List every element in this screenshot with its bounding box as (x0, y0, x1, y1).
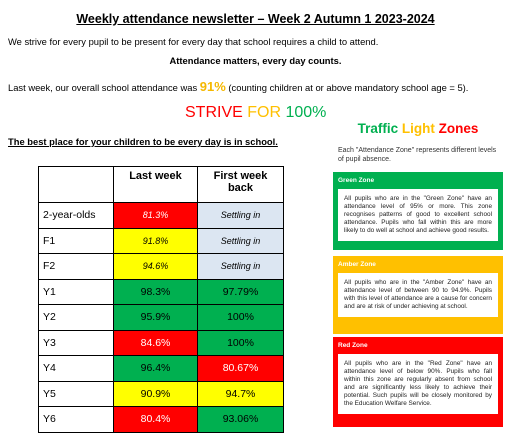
traffic-light-title (333, 121, 503, 136)
attendance-suffix: (counting children at or above mandatory school age = 5). (225, 82, 469, 93)
subheading: Attendance matters, every day counts. (169, 55, 342, 66)
first-week-cell: Settling in (198, 203, 284, 229)
light-word: Light (401, 121, 435, 136)
row-label: Y5 (39, 381, 114, 407)
row-label: F1 (39, 228, 114, 254)
row-label: Y2 (39, 305, 114, 331)
red-zone-title: Red Zone (338, 342, 368, 349)
row-label: Y1 (39, 279, 114, 305)
first-week-cell: Settling in (198, 254, 284, 280)
table-header-row (39, 167, 284, 203)
table-row (39, 407, 284, 433)
last-week-cell: 80.4% (114, 407, 198, 433)
table-header-first-week: First week back (198, 167, 284, 203)
first-week-cell: 100% (198, 330, 284, 356)
green-zone-title: Green Zone (338, 177, 375, 184)
first-week-cell: Settling in (198, 228, 284, 254)
last-week-cell: 96.4% (114, 356, 198, 382)
traffic-light-description: Each "Attendance Zone" represents different levels of pupil absence. (338, 147, 497, 163)
table-header-blank (39, 167, 114, 203)
first-week-cell: 94.7% (198, 381, 284, 407)
table-row (39, 254, 284, 280)
red-zone-body: All pupils who are in the "Red Zone" have an attendance level of below 90%. Pupils who fall within this zone are regularly absent from school and are significantly less likely to achieve their potential. Such pupils will be closely monitored by the Education Welfare Service. (338, 354, 498, 414)
first-week-cell: 93.06% (198, 407, 284, 433)
hundred-percent-word: 100% (285, 104, 327, 121)
green-zone-body: All pupils who are in the "Green Zone" have an attendance level of 95% or more. This zone recognises patterns of good to excellent school attendance. Pupils who fall within this are more likely to do well at school and achieve good results. (338, 189, 498, 241)
last-week-cell: 91.8% (114, 228, 198, 254)
row-label: F2 (39, 254, 114, 280)
table-row (39, 203, 284, 229)
table-row (39, 305, 284, 331)
amber-zone-panel (333, 256, 503, 334)
last-week-cell: 95.9% (114, 305, 198, 331)
attendance-table (38, 166, 284, 433)
red-zone-panel (333, 337, 503, 427)
row-label: Y4 (39, 356, 114, 382)
zones-word: Zones (438, 121, 479, 136)
table-header-last-week: Last week (114, 167, 198, 203)
table-row (39, 381, 284, 407)
amber-zone-body: All pupils who are in the "Amber Zone" have an attendance level of between 90 to 94.9%. Pupils with this level of attendance are a cause for concern and are at risk of under achieving at school. (338, 273, 498, 317)
first-week-cell: 80.67% (198, 356, 284, 382)
for-word: FOR (247, 104, 282, 121)
last-week-cell: 98.3% (114, 279, 198, 305)
green-zone-panel (333, 172, 503, 250)
first-week-cell: 100% (198, 305, 284, 331)
traffic-word: Traffic (357, 121, 399, 136)
attendance-prefix: Last week, our overall school attendance was (8, 82, 200, 93)
attendance-line (8, 79, 468, 94)
intro-text: We strive for every pupil to be present for every day that school requires a child to attend. (8, 36, 379, 47)
last-week-cell: 90.9% (114, 381, 198, 407)
table-row (39, 330, 284, 356)
best-place-text: The best place for your children to be every day is in school. (8, 136, 278, 147)
first-week-cell: 97.79% (198, 279, 284, 305)
table-row (39, 356, 284, 382)
newsletter-title: Weekly attendance newsletter – Week 2 Autumn 1 2023-2024 (76, 12, 435, 26)
strive-word: STRIVE (185, 104, 243, 121)
row-label: 2-year-olds (39, 203, 114, 229)
row-label: Y6 (39, 407, 114, 433)
row-label: Y3 (39, 330, 114, 356)
strive-banner (185, 104, 326, 122)
last-week-cell: 84.6% (114, 330, 198, 356)
overall-attendance-value: 91% (199, 79, 226, 94)
amber-zone-title: Amber Zone (338, 261, 376, 268)
table-row (39, 228, 284, 254)
table-row (39, 279, 284, 305)
last-week-cell: 94.6% (114, 254, 198, 280)
last-week-cell: 81.3% (114, 203, 198, 229)
